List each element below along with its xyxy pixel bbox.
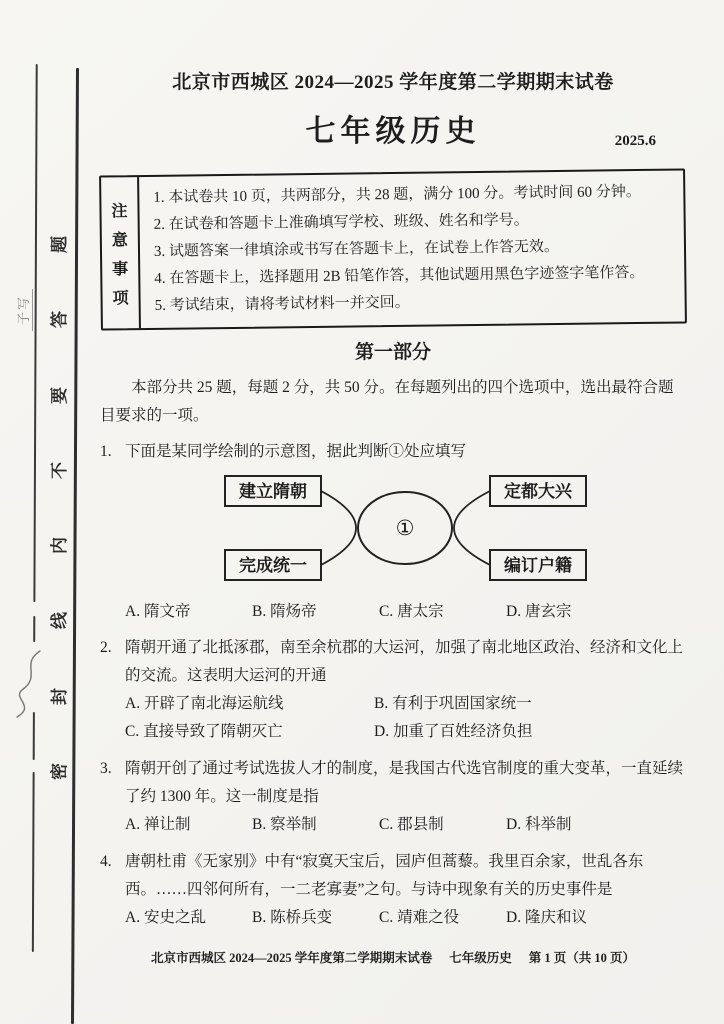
notice-item: 2. 在试卷和答题卡上准确填写学校、班级、姓名和学号。 [153, 212, 529, 233]
option-b: B. 察举制 [252, 816, 317, 833]
seal-char: 内 [49, 537, 69, 555]
option-a: A. 隋文帝 [125, 603, 191, 620]
notice-items [139, 170, 685, 328]
option-d: D. 加重了百姓经济负担 [374, 723, 533, 740]
footer-exam-title: 北京市西城区 2024—2025 学年度第二学期期末试卷 [150, 951, 433, 965]
question-stem: 下面是某同学绘制的示意图，据此判断①处应填写 [125, 443, 467, 460]
question-stem: 隋朝开创了通过考试选拔人才的制度，是我国古代选官制度的重大变革，一直延续了约 1300 年。这一制度是指 [125, 760, 684, 805]
diagram-label: 建立隋朝 [239, 482, 307, 501]
option-a: A. 禅让制 [125, 816, 191, 833]
question-body [125, 848, 686, 932]
question1-diagram [170, 470, 686, 596]
handwriting-mark: 子写 [13, 289, 33, 331]
notice-item: 5. 考试结束，请将考试材料一并交回。 [154, 294, 410, 314]
seal-char: 封 [49, 687, 69, 705]
diagram-label: 完成统一 [239, 556, 307, 575]
seal-char: 答 [49, 311, 69, 329]
question-2 [100, 634, 686, 746]
notice-label [101, 177, 141, 328]
option-b: B. 陈桥兵变 [252, 909, 333, 926]
option-a: A. 开辟了南北海运航线 [125, 695, 284, 712]
question-body [125, 755, 686, 839]
question-body [125, 438, 686, 626]
options-grid [125, 690, 686, 746]
option-c: C. 郡县制 [379, 816, 444, 833]
question-number: 4. [100, 853, 112, 870]
option-c: C. 靖难之役 [379, 909, 460, 926]
notice-label-char: 注 [111, 202, 128, 220]
option-a: A. 安史之乱 [125, 909, 206, 926]
seal-line-segment [33, 64, 37, 602]
question-number: 1. [100, 443, 112, 460]
exam-content [100, 0, 686, 932]
notice-label-char: 事 [112, 260, 129, 278]
question-number: 2. [100, 639, 112, 656]
footer-page-number: 第 1 页（共 10 页） [528, 951, 636, 965]
notice-item: 4. 在答题卡上，选择题用 2B 铅笔作答，其他试题用黑色字迹签字笔作答。 [154, 264, 645, 287]
option-c: C. 唐太宗 [379, 603, 444, 620]
seal-char: 密 [49, 762, 69, 780]
handwriting-squiggle [8, 648, 50, 720]
diagram-center-label: ① [395, 517, 415, 540]
seal-char: 要 [49, 386, 69, 404]
option-c: C. 直接导致了隋朝灭亡 [125, 723, 283, 740]
option-d: D. 唐玄宗 [506, 603, 572, 620]
option-b: B. 有利于巩固国家统一 [374, 695, 532, 712]
question-1 [100, 438, 686, 626]
diagram-label: 定都大兴 [504, 482, 572, 501]
footer-subject: 七年级历史 [449, 951, 512, 965]
subject-title: 七年级历史 [305, 115, 481, 148]
seal-char: 线 [49, 612, 69, 630]
seal-line-outer [32, 0, 39, 1024]
question-stem: 唐朝杜甫《无家别》中有“寂寞天宝后，园庐但蒿藜。我里百余家，世乱各东西。……四邻何所有，一二老寡妻”之句。与诗中现象有关的历史事件是 [125, 853, 644, 898]
seal-line-segment [33, 616, 35, 642]
page-footer [100, 948, 686, 966]
options-row [125, 598, 686, 626]
options-row [125, 904, 686, 932]
question-4 [100, 848, 686, 932]
notice-label-char: 项 [112, 289, 129, 307]
seal-char: 不 [49, 461, 69, 479]
question-number: 3. [100, 760, 112, 777]
part1-heading: 第一部分 [354, 342, 431, 363]
exam-date: 2025.6 [614, 133, 656, 149]
exam-title: 北京市西城区 2024—2025 学年度第二学期期末试卷 [172, 72, 614, 93]
seal-line-segment [32, 772, 35, 952]
option-b: B. 隋炀帝 [252, 603, 317, 620]
notice-box [99, 168, 687, 330]
subject-row [100, 114, 686, 150]
seal-char: 题 [49, 236, 69, 253]
option-d: D. 科举制 [506, 816, 572, 833]
option-d: D. 隆庆和议 [506, 909, 587, 926]
question-stem: 隋朝开通了北抵涿郡，南至余杭郡的大运河，加强了南北地区政治、经济和文化上的交流。这表明大运河的开通 [125, 639, 684, 684]
part1-intro: 本部分共 25 题，每题 2 分，共 50 分。在每题列出的四个选项中，选出最符合题目要求的一项。 [100, 379, 674, 424]
question-3 [100, 755, 686, 839]
notice-item: 1. 本试卷共 10 页，共两部分，共 28 题，满分 100 分。考试时间 60 分钟。 [153, 183, 641, 206]
options-row [125, 811, 686, 839]
notice-label-char: 意 [111, 231, 128, 249]
notice-item: 3. 试题答案一律填涂或书写在答题卡上，在试卷上作答无效。 [153, 238, 560, 260]
question-body [125, 634, 686, 746]
diagram-label: 编订户籍 [504, 556, 572, 575]
